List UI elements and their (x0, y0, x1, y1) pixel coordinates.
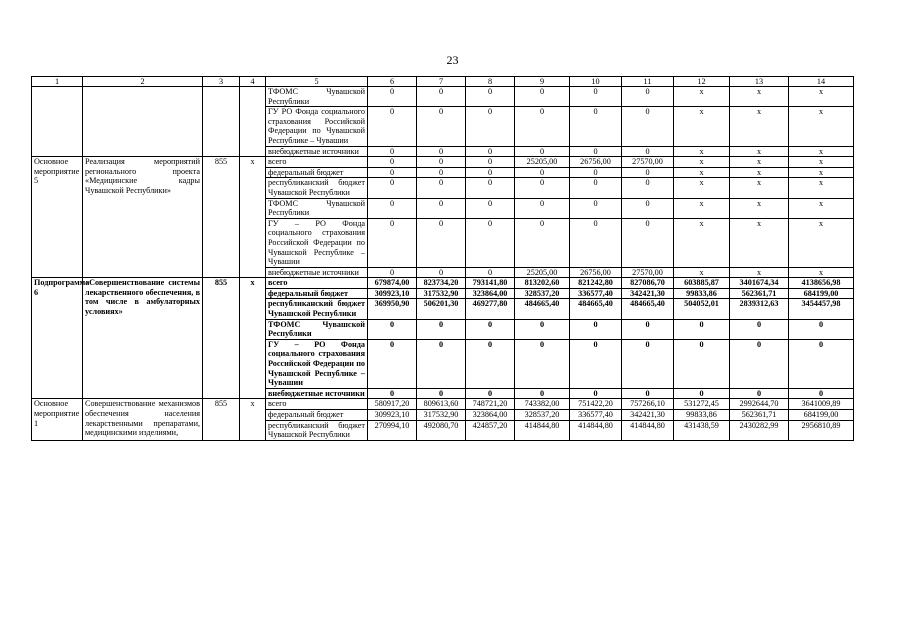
value-cell: 751422,20 (570, 399, 622, 410)
program-name-cell (32, 87, 83, 157)
funding-source-cell: ТФОМС Чувашской Республики (266, 319, 368, 339)
value-cell: 369950,90 (368, 299, 417, 319)
value-cell: x (789, 167, 854, 178)
value-cell: 492080,70 (417, 420, 466, 440)
value-cell: 414844,80 (570, 420, 622, 440)
responsible-code-cell: 855 (203, 399, 240, 440)
value-cell: 26756,00 (570, 267, 622, 278)
value-cell: 0 (622, 319, 674, 339)
value-cell: 0 (368, 267, 417, 278)
value-cell: 0 (622, 87, 674, 107)
value-cell: 0 (570, 339, 622, 388)
value-cell: 414844,80 (622, 420, 674, 440)
value-cell: x (730, 146, 789, 157)
value-cell: 0 (789, 339, 854, 388)
value-cell: x (789, 87, 854, 107)
value-cell: x (789, 198, 854, 218)
value-cell: x (730, 87, 789, 107)
value-cell: 317532,90 (417, 288, 466, 299)
value-cell: 0 (570, 107, 622, 146)
funding-source-cell: ГУ РО Фонда социального страхования Российской Федерации по Чувашской Республике – Чувашии (266, 107, 368, 146)
value-cell: 0 (515, 319, 570, 339)
value-cell: 0 (417, 198, 466, 218)
value-cell: 748721,20 (466, 399, 515, 410)
value-cell: 0 (622, 178, 674, 198)
value-cell: 813202,60 (515, 278, 570, 289)
value-cell: x (789, 178, 854, 198)
value-cell: 0 (622, 339, 674, 388)
value-cell: 0 (466, 198, 515, 218)
value-cell: 0 (466, 339, 515, 388)
target-cell: x (240, 157, 266, 278)
value-cell: x (730, 267, 789, 278)
value-cell: 504052,01 (674, 299, 730, 319)
value-cell: 2430282,99 (730, 420, 789, 440)
value-cell: 0 (368, 146, 417, 157)
value-cell: 0 (417, 87, 466, 107)
value-cell: 342421,30 (622, 410, 674, 421)
value-cell: 0 (368, 339, 417, 388)
value-cell: 0 (515, 339, 570, 388)
value-cell: 0 (730, 339, 789, 388)
target-cell (240, 87, 266, 157)
value-cell: 25205,00 (515, 157, 570, 168)
value-cell: 823734,20 (417, 278, 466, 289)
funding-source-cell: внебюджетные источники (266, 388, 368, 399)
value-cell: 0 (570, 146, 622, 157)
value-cell: 0 (515, 87, 570, 107)
value-cell: 336577,40 (570, 288, 622, 299)
value-cell: 0 (730, 388, 789, 399)
value-cell: 0 (417, 388, 466, 399)
value-cell: 424857,20 (466, 420, 515, 440)
value-cell: 0 (789, 319, 854, 339)
funding-source-cell: ТФОМС Чувашской Республики (266, 198, 368, 218)
value-cell: 757266,10 (622, 399, 674, 410)
column-number-10: 10 (570, 77, 622, 87)
value-cell: 827086,70 (622, 278, 674, 289)
value-cell: 25205,00 (515, 267, 570, 278)
column-number-4: 4 (240, 77, 266, 87)
column-number-5: 5 (266, 77, 368, 87)
value-cell: 2839312,63 (730, 299, 789, 319)
value-cell: 317532,90 (417, 410, 466, 421)
value-cell: x (730, 157, 789, 168)
value-cell: 0 (417, 167, 466, 178)
value-cell: 0 (466, 267, 515, 278)
value-cell: 3401674,34 (730, 278, 789, 289)
value-cell: 309923,10 (368, 410, 417, 421)
value-cell: x (789, 157, 854, 168)
value-cell: 0 (730, 319, 789, 339)
value-cell: x (674, 146, 730, 157)
column-number-11: 11 (622, 77, 674, 87)
value-cell: 0 (622, 167, 674, 178)
value-cell: 0 (622, 107, 674, 146)
value-cell: x (674, 267, 730, 278)
value-cell: 0 (417, 267, 466, 278)
value-cell: 0 (368, 178, 417, 198)
value-cell: 0 (515, 146, 570, 157)
value-cell: x (730, 178, 789, 198)
value-cell: x (674, 87, 730, 107)
value-cell: 0 (570, 167, 622, 178)
value-cell: x (789, 267, 854, 278)
value-cell: 0 (789, 388, 854, 399)
value-cell: 562361,71 (730, 410, 789, 421)
value-cell: 328537,20 (515, 410, 570, 421)
column-number-13: 13 (730, 77, 789, 87)
value-cell: 0 (515, 198, 570, 218)
column-number-1: 1 (32, 77, 83, 87)
target-cell: x (240, 399, 266, 440)
value-cell: 0 (570, 218, 622, 267)
value-cell: x (674, 157, 730, 168)
value-cell: x (789, 107, 854, 146)
column-number-6: 6 (368, 77, 417, 87)
value-cell: 99833,86 (674, 410, 730, 421)
program-description-cell: Реализация мероприятий регионального проекта «Медицинские кадры Чувашской Республики» (83, 157, 203, 278)
responsible-code-cell: 855 (203, 278, 240, 399)
value-cell: 484665,40 (622, 299, 674, 319)
value-cell: 0 (570, 319, 622, 339)
value-cell: 0 (466, 146, 515, 157)
funding-source-cell: всего (266, 399, 368, 410)
value-cell: 484665,40 (570, 299, 622, 319)
funding-source-cell: ТФОМС Чувашской Республики (266, 87, 368, 107)
target-cell: x (240, 278, 266, 399)
value-cell: 580917,20 (368, 399, 417, 410)
value-cell: 0 (466, 87, 515, 107)
value-cell: 0 (417, 218, 466, 267)
value-cell: 0 (674, 388, 730, 399)
value-cell: 0 (515, 107, 570, 146)
funding-source-cell: федеральный бюджет (266, 410, 368, 421)
value-cell: 0 (368, 218, 417, 267)
column-number-8: 8 (466, 77, 515, 87)
program-description-cell (83, 87, 203, 157)
value-cell: 0 (417, 319, 466, 339)
table-row (32, 157, 854, 168)
page-number: 23 (446, 53, 459, 67)
value-cell: 0 (417, 107, 466, 146)
funding-source-cell: ГУ – РО Фонда социального страхования Российской Федерации по Чувашской Республике – Чувашии (266, 218, 368, 267)
value-cell: x (674, 198, 730, 218)
value-cell: 323864,00 (466, 410, 515, 421)
column-number-12: 12 (674, 77, 730, 87)
value-cell: 342421,30 (622, 288, 674, 299)
funding-source-cell: всего (266, 157, 368, 168)
value-cell: 0 (570, 388, 622, 399)
column-number-row (32, 77, 854, 87)
funding-source-cell: республиканский бюджет Чувашской Республики (266, 299, 368, 319)
value-cell: x (674, 167, 730, 178)
value-cell: x (730, 218, 789, 267)
program-description-cell: «Совершенствование системы лекарственного обеспечения, в том числе в амбулаторных условиях» (83, 278, 203, 399)
funding-source-cell: внебюджетные источники (266, 146, 368, 157)
funding-source-cell: республиканский бюджет Чувашской Республики (266, 420, 368, 440)
value-cell: 414844,80 (515, 420, 570, 440)
value-cell: 679874,00 (368, 278, 417, 289)
value-cell: 0 (466, 178, 515, 198)
value-cell: 0 (570, 87, 622, 107)
value-cell: 0 (417, 339, 466, 388)
program-description-cell: Совершенствование механизмов обеспечения населения лекарственными препаратами, медицинскими изделиями, (83, 399, 203, 440)
value-cell: 328537,20 (515, 288, 570, 299)
value-cell: 0 (368, 319, 417, 339)
value-cell: 0 (622, 198, 674, 218)
value-cell: x (674, 107, 730, 146)
value-cell: 0 (622, 218, 674, 267)
funding-source-cell: федеральный бюджет (266, 167, 368, 178)
value-cell: 0 (466, 319, 515, 339)
responsible-code-cell: 855 (203, 157, 240, 278)
value-cell: 0 (674, 339, 730, 388)
value-cell: 0 (368, 157, 417, 168)
value-cell: 684199,00 (789, 288, 854, 299)
value-cell: 0 (368, 87, 417, 107)
value-cell: 0 (417, 178, 466, 198)
funding-source-cell: внебюджетные источники (266, 267, 368, 278)
value-cell: 603885,87 (674, 278, 730, 289)
value-cell: 3454457,98 (789, 299, 854, 319)
value-cell: 0 (417, 157, 466, 168)
value-cell: 0 (515, 167, 570, 178)
value-cell: 99833,86 (674, 288, 730, 299)
funding-source-cell: республиканский бюджет Чувашской Республики (266, 178, 368, 198)
value-cell: 484665,40 (515, 299, 570, 319)
program-name-cell: Основное мероприятие 1 (32, 399, 83, 440)
value-cell: 0 (466, 388, 515, 399)
value-cell: 0 (466, 107, 515, 146)
value-cell: x (730, 107, 789, 146)
column-number-2: 2 (83, 77, 203, 87)
funding-source-cell: федеральный бюджет (266, 288, 368, 299)
program-name-cell: Основное мероприятие 5 (32, 157, 83, 278)
value-cell: x (730, 198, 789, 218)
value-cell: 0 (417, 146, 466, 157)
value-cell: x (789, 146, 854, 157)
budget-table (31, 76, 854, 441)
value-cell: 562361,71 (730, 288, 789, 299)
table-row (32, 399, 854, 410)
value-cell: 0 (515, 178, 570, 198)
value-cell: 27570,00 (622, 157, 674, 168)
value-cell: 684199,00 (789, 410, 854, 421)
value-cell: 506201,30 (417, 299, 466, 319)
value-cell: 743382,00 (515, 399, 570, 410)
value-cell: 0 (466, 167, 515, 178)
value-cell: x (674, 178, 730, 198)
value-cell: 821242,80 (570, 278, 622, 289)
value-cell: 323864,00 (466, 288, 515, 299)
funding-source-cell: всего (266, 278, 368, 289)
value-cell: 0 (570, 198, 622, 218)
value-cell: 3641009,89 (789, 399, 854, 410)
value-cell: 27570,00 (622, 267, 674, 278)
program-name-cell: Подпрограмма 6 (32, 278, 83, 399)
value-cell: 0 (368, 388, 417, 399)
column-number-3: 3 (203, 77, 240, 87)
column-number-7: 7 (417, 77, 466, 87)
value-cell: 336577,40 (570, 410, 622, 421)
table-row (32, 278, 854, 289)
column-number-14: 14 (789, 77, 854, 87)
value-cell: x (674, 218, 730, 267)
value-cell: x (789, 218, 854, 267)
value-cell: 26756,00 (570, 157, 622, 168)
value-cell: 270994,10 (368, 420, 417, 440)
value-cell: 431438,59 (674, 420, 730, 440)
value-cell: 0 (674, 319, 730, 339)
value-cell: 809613,60 (417, 399, 466, 410)
value-cell: 531272,45 (674, 399, 730, 410)
value-cell: 0 (466, 157, 515, 168)
value-cell: 0 (515, 388, 570, 399)
value-cell: 793141,80 (466, 278, 515, 289)
value-cell: 0 (515, 218, 570, 267)
value-cell: 0 (622, 146, 674, 157)
responsible-code-cell (203, 87, 240, 157)
value-cell: 0 (368, 198, 417, 218)
value-cell: 4138656,98 (789, 278, 854, 289)
column-number-9: 9 (515, 77, 570, 87)
value-cell: x (730, 167, 789, 178)
value-cell: 0 (368, 167, 417, 178)
value-cell: 2992644,70 (730, 399, 789, 410)
value-cell: 469277,80 (466, 299, 515, 319)
value-cell: 0 (570, 178, 622, 198)
value-cell: 0 (622, 388, 674, 399)
value-cell: 2956810,89 (789, 420, 854, 440)
table-row (32, 87, 854, 107)
value-cell: 0 (466, 218, 515, 267)
value-cell: 0 (368, 107, 417, 146)
value-cell: 309923,10 (368, 288, 417, 299)
funding-source-cell: ГУ – РО Фонда социального страхования Российской Федерации по Чувашской Республике – Чувашии (266, 339, 368, 388)
